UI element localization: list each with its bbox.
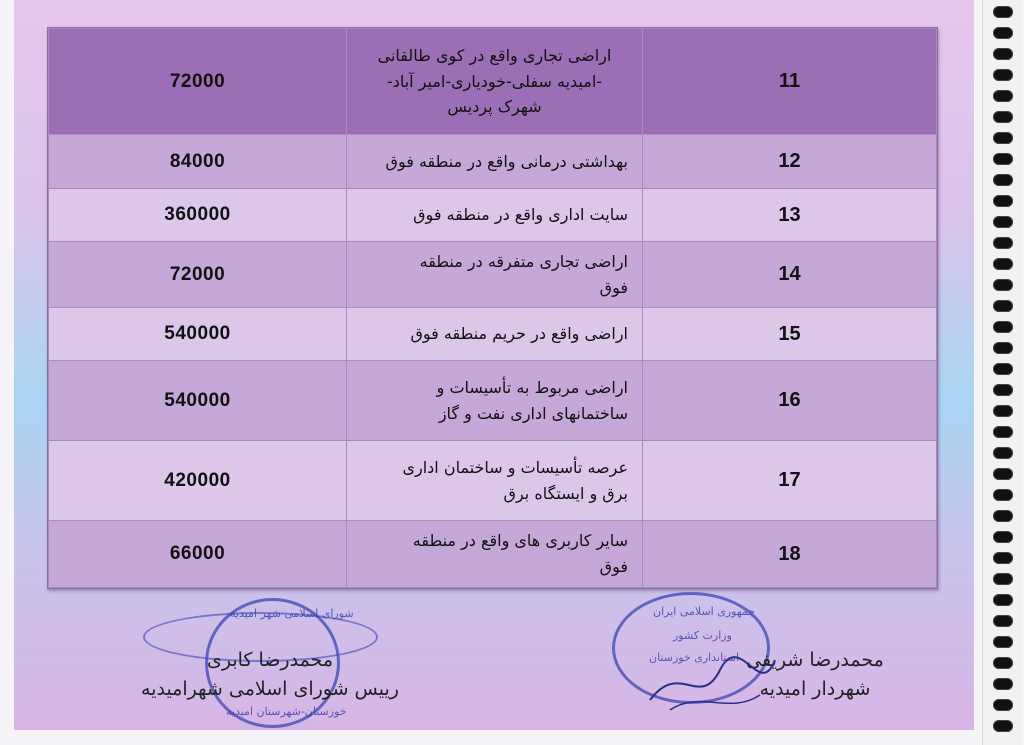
binder-ring bbox=[993, 657, 1013, 669]
description-line: سایر کاربری های واقع در منطقه bbox=[412, 531, 628, 551]
amount-cell: 72000 bbox=[49, 242, 347, 308]
amount-cell: 84000 bbox=[49, 135, 347, 189]
signature-scribble bbox=[640, 640, 780, 720]
row-number-cell: 18 bbox=[643, 521, 937, 588]
binder-ring bbox=[993, 678, 1013, 690]
binder-ring bbox=[993, 468, 1013, 480]
binder-ring bbox=[993, 426, 1013, 438]
amount-cell: 420000 bbox=[49, 441, 347, 521]
table-row bbox=[49, 361, 937, 441]
stamp-text: خوزستان-شهرستان امیدیه bbox=[226, 705, 347, 718]
description-line: اراضی واقع در حریم منطقه فوق bbox=[410, 324, 628, 344]
table-row bbox=[49, 441, 937, 521]
binder-ring bbox=[993, 510, 1013, 522]
row-number-cell: 15 bbox=[643, 308, 937, 361]
binder-ring bbox=[993, 6, 1013, 18]
binder-ring bbox=[993, 552, 1013, 564]
binder-ring bbox=[993, 321, 1013, 333]
row-number-cell: 13 bbox=[643, 189, 937, 242]
signer-title: شهردار امیدیه bbox=[759, 678, 871, 701]
binder-ring bbox=[993, 447, 1013, 459]
binder-ring bbox=[993, 699, 1013, 711]
signer-title: رییس شورای اسلامی شهرامیدیه bbox=[141, 678, 399, 701]
binder-ring bbox=[993, 153, 1013, 165]
amount-cell: 540000 bbox=[49, 308, 347, 361]
description-line: شهرک پردیس bbox=[447, 97, 542, 117]
council-head-signature bbox=[120, 646, 420, 705]
binder-ring bbox=[993, 111, 1013, 123]
binder-ring bbox=[993, 342, 1013, 354]
row-number-cell: 14 bbox=[643, 242, 937, 308]
binder-ring bbox=[993, 90, 1013, 102]
description-line: اراضی مربوط به تأسیسات و bbox=[436, 377, 628, 397]
description-line: فوق bbox=[599, 557, 628, 576]
description-line: ساختمانهای اداری نفت و گاز bbox=[438, 403, 628, 423]
stamp-text: استانداری خوزستان bbox=[649, 651, 740, 664]
binder-ring bbox=[993, 636, 1013, 648]
description-cell bbox=[347, 29, 643, 135]
description-cell bbox=[347, 242, 643, 308]
row-number-cell: 12 bbox=[643, 135, 937, 189]
binder-ring bbox=[993, 531, 1013, 543]
binder-ring bbox=[993, 27, 1013, 39]
amount-cell: 66000 bbox=[49, 521, 347, 588]
stamp-text: جمهوری اسلامی ایران bbox=[653, 605, 756, 618]
description-line: اراضی تجاری متفرقه در منطقه bbox=[419, 251, 628, 271]
amount-cell: 72000 bbox=[49, 29, 347, 135]
binder-ring bbox=[993, 363, 1013, 375]
amount-cell: 540000 bbox=[49, 361, 347, 441]
description-line: اراضی تجاری واقع در کوی طالقانی bbox=[377, 46, 612, 66]
description-line: بهداشتی درمانی واقع در منطقه فوق bbox=[385, 151, 628, 171]
binder-ring bbox=[993, 615, 1013, 627]
binder-ring bbox=[993, 594, 1013, 606]
binder-ring bbox=[993, 69, 1013, 81]
table-row bbox=[49, 242, 937, 308]
binder-ring bbox=[993, 237, 1013, 249]
row-number-cell: 11 bbox=[643, 29, 937, 135]
binder-ring bbox=[993, 279, 1013, 291]
description-line: سایت اداری واقع در منطقه فوق bbox=[413, 205, 628, 225]
row-number-cell: 17 bbox=[643, 441, 937, 521]
binder-ring bbox=[993, 384, 1013, 396]
binder-ring bbox=[993, 195, 1013, 207]
description-cell bbox=[347, 135, 643, 189]
stamp-text: شورای اسلامی شهر امیدیه bbox=[230, 607, 354, 620]
description-cell bbox=[347, 521, 643, 588]
table-row bbox=[49, 521, 937, 588]
binder-ring bbox=[993, 405, 1013, 417]
binder-ring bbox=[993, 132, 1013, 144]
description-line: -امیدیه سفلی-خودیاری-امیر آباد- bbox=[386, 71, 603, 91]
binder-ring bbox=[993, 300, 1013, 312]
table-row bbox=[49, 29, 937, 135]
description-cell bbox=[347, 189, 643, 242]
amount-cell: 360000 bbox=[49, 189, 347, 242]
table-row bbox=[49, 189, 937, 242]
binder-ring bbox=[993, 258, 1013, 270]
row-number-cell: 16 bbox=[643, 361, 937, 441]
tariff-table bbox=[47, 27, 938, 589]
binder-ring bbox=[993, 573, 1013, 585]
description-cell bbox=[347, 441, 643, 521]
description-cell bbox=[347, 361, 643, 441]
binder-ring bbox=[993, 48, 1013, 60]
signer-name: محمدرضا کابری bbox=[206, 649, 333, 671]
description-line: برق و ایستگاه برق bbox=[503, 483, 628, 503]
binder-ring bbox=[993, 216, 1013, 228]
binder-rings bbox=[982, 0, 1022, 745]
binder-ring bbox=[993, 720, 1013, 732]
description-line: عرصه تأسیسات و ساختمان اداری bbox=[402, 457, 628, 477]
table-row bbox=[49, 135, 937, 189]
description-cell bbox=[347, 308, 643, 361]
signer-name: محمدرضا شریفی bbox=[746, 649, 884, 671]
stamp-text: وزارت کشور bbox=[673, 629, 732, 642]
description-line: فوق bbox=[599, 277, 628, 297]
table-row bbox=[49, 308, 937, 361]
binder-ring bbox=[993, 489, 1013, 501]
binder-ring bbox=[993, 174, 1013, 186]
